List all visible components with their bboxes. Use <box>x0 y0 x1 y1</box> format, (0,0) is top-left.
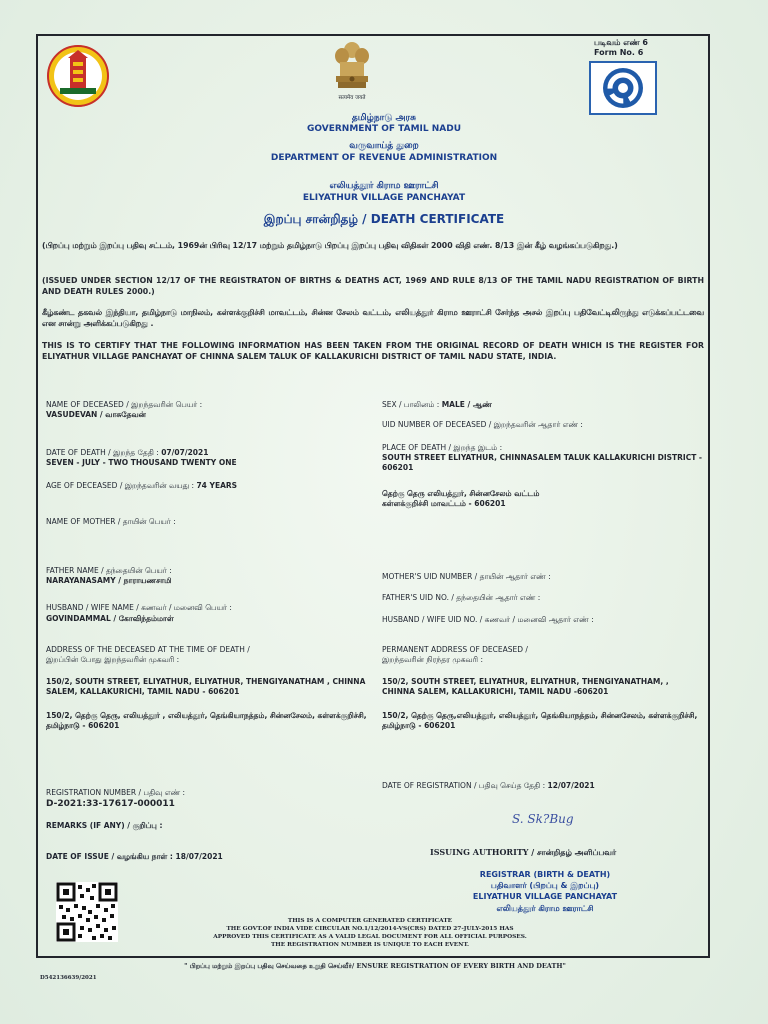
tamil-section-text: (பிறப்பு மற்றும் இறப்பு பதிவு சட்டம், 1969ன் பிரிவு 12/17 மற்றும் தமிழ்நாடு பிறப்பு இறப்பு பதிவு விதிகள் 2000 விதி எண். 8/13 இன் கீழ் வழங்கப்படுகிறது.) <box>42 241 618 250</box>
issuing-authority-label: ISSUING AUTHORITY / சான்றிதழ் அளிப்பவர் <box>430 847 617 857</box>
place-of-death-label: PLACE OF DEATH / இறந்த இடம் : <box>382 443 503 452</box>
registrar-title-4: எலியத்தூர் கிராம ஊராட்சி <box>496 904 594 913</box>
remarks-label: REMARKS (IF ANY) / குறிப்பு : <box>46 821 163 830</box>
registrar-signature: S. Sk?Bug <box>512 812 574 826</box>
qr-code-icon <box>56 882 118 942</box>
certificate-border <box>36 34 710 958</box>
address-label: ADDRESS OF THE DECEASED AT THE TIME OF DEATH / <box>46 645 250 654</box>
place-of-death-english: SOUTH STREET ELIYATHUR, CHINNASALEM TALUK KALLAKURICHI DISTRICT - 606201 <box>382 453 703 472</box>
panchayat-title: ELIYATHUR VILLAGE PANCHAYAT <box>302 193 466 203</box>
certificate-title: இறப்பு சான்றிதழ் / DEATH CERTIFICATE <box>263 212 505 226</box>
address-label-tamil: இறப்பின் போது இறந்தவரின் முகவரி : <box>46 655 180 664</box>
government-title: GOVERNMENT OF TAMIL NADU <box>306 124 462 134</box>
spouse-name-label: HUSBAND / WIFE NAME / கணவர் / மனைவி பெயர் : <box>46 603 232 612</box>
issue-date-row <box>46 852 366 862</box>
spouse-name-value: GOVINDAMMAL / கோவிந்தம்மாள் <box>46 614 174 623</box>
father-uid-label: FATHER'S UID NO. / தந்தையின் ஆதார் எண் : <box>382 593 541 602</box>
deceased-name-value: VASUDEVAN / வாசுதேவன் <box>46 410 146 419</box>
registration-date-row <box>382 781 702 791</box>
address-english: 150/2, SOUTH STREET, ELIYATHUR, ELIYATHUR, THENGIYANATHAM , CHINNA SALEM, KALLAKURICHI, TAMIL NADU - 606201 <box>46 677 366 696</box>
registrar-title-3: ELIYATHUR VILLAGE PANCHAYAT <box>472 892 618 901</box>
date-of-death-words: SEVEN - JULY - TWO THOUSAND TWENTY ONE <box>46 458 237 467</box>
place-of-death-tamil: தெற்கு தெரு எலியத்தூர், சின்னசேலம் வட்டம் கள்ளக்குறிச்சி மாவட்டம் - 606201 <box>382 489 540 508</box>
registrar-title-2: பதிவாளர் (பிறப்பு & இறப்பு) <box>490 881 600 890</box>
footer-line-3: APPROVED THIS CERTIFICATE AS A VALID LEGAL DOCUMENT FOR ALL OFFICIAL PURPOSES. <box>213 934 527 940</box>
permanent-address-english: 150/2, SOUTH STREET, ELIYATHUR, ELIYATHUR, THENGIYANATHAM, , CHINNA SALEM, KALLAKURICHI, TAMIL NADU -606201 <box>382 677 669 696</box>
deceased-name-label: NAME OF DECEASED / இறந்தவரின் பெயர் : <box>46 400 203 409</box>
father-name-value: NARAYANASAMY / நாராயணசாமி <box>46 576 172 585</box>
crs-logo-icon <box>588 60 658 116</box>
panchayat-title-tamil: எலியத்தூர் கிராம ஊராட்சி <box>329 181 439 191</box>
footer-line-2: THE GOVT.OF INDIA VIDE CIRCULAR NO.1/12/2014-VS(CRS) DATED 27-JULY-2015 HAS <box>226 926 514 932</box>
registration-date-value: 12/07/2021 <box>547 781 595 790</box>
registration-number-value: D-2021:33-17617-000011 <box>46 799 175 809</box>
date-of-death-value: 07/07/2021 <box>161 448 209 457</box>
permanent-address-label-tamil: இறந்தவரின் நிரந்தர முகவரி : <box>382 655 483 664</box>
age-row <box>46 481 366 491</box>
registration-date-label: DATE OF REGISTRATION / பதிவு செய்த தேதி : <box>382 781 546 790</box>
deceased-uid-label: UID NUMBER OF DECEASED / இறந்தவரின் ஆதார் எண் : <box>382 420 583 429</box>
issue-date-label: DATE OF ISSUE / வழங்கிய நாள் : <box>46 852 173 861</box>
sex-row <box>382 400 702 410</box>
registration-number-label: REGISTRATION NUMBER / பதிவு எண் : <box>46 788 186 797</box>
footer-line-4: THE REGISTRATION NUMBER IS UNIQUE TO EACH EVENT. <box>270 942 470 948</box>
address-tamil: 150/2, தெற்கு தெரு, எலியத்தூர் , எலியத்தூர், தெங்கியாநத்தம், சின்னசேலம், கள்ளக்குறிச்சி, தமிழ்நாடு - 606201 <box>46 711 367 730</box>
issue-date-value: 18/07/2021 <box>175 852 223 861</box>
document-code: D542136639/2021 <box>40 975 97 981</box>
english-section-text: (ISSUED UNDER SECTION 12/17 OF THE REGISTRATON OF BIRTHS & DEATHS ACT, 1969 AND RULE 8/13 OF THE TAMIL NADU REGISTRATION OF BIRTH AND DEATH RULES 2000.) <box>42 276 704 296</box>
sex-value: MALE / ஆண் <box>441 400 492 409</box>
spouse-uid-label: HUSBAND / WIFE UID NO. / கணவர் / மனைவி ஆதார் எண் : <box>382 615 594 624</box>
registration-slogan: " பிறப்பு மற்றும் இறப்பு பதிவு செய்வதை உறுதி செய்வீர்/ ENSURE REGISTRATION OF EVERY BIRTH AND DEATH" <box>184 962 566 970</box>
mother-name-label: NAME OF MOTHER / தாயின் பெயர் : <box>46 517 176 526</box>
form-number-tamil: படிவம் எண் 6 <box>594 38 648 47</box>
age-value: 74 YEARS <box>196 481 238 490</box>
registrar-title-1: REGISTRAR (BIRTH & DEATH) <box>479 870 611 879</box>
department-title-tamil: வருவாய்த் துறை <box>349 141 419 151</box>
permanent-address-tamil: 150/2, தெற்கு தெரு,எலியத்தூர், எலியத்தூர், தெங்கியாநத்தம், சின்னசேலம், கள்ளக்குறிச்சி, தமிழ்நாடு - 606201 <box>382 711 698 730</box>
date-of-death-label-text: DATE OF DEATH / இறந்த தேதி : <box>46 448 159 457</box>
father-name-label: FATHER NAME / தந்தையின் பெயர் : <box>46 566 172 575</box>
department-title: DEPARTMENT OF REVENUE ADMINISTRATION <box>270 153 498 163</box>
form-number: Form No. 6 <box>594 48 644 57</box>
tamil-certify-text: கீழ்கண்ட தகவல் இந்தியா, தமிழ்நாடு மாநிலம், கள்ளக்குறிச்சி மாவட்டம், சின்ன சேலம் வட்டம், எலியத்தூர் கிராம ஊராட்சி சேர்ந்த அசல் இறப்பு பதிவேட்டிலிருந்து எடுக்கப்பட்டவை என சான்று அளிக்கப்படுகிறது . <box>42 308 704 328</box>
government-title-tamil: தமிழ்நாடு அரசு <box>351 113 417 123</box>
sex-label: SEX / பாலினம் : <box>382 400 440 409</box>
emblem-motto: सत्यमेव जयते <box>338 95 366 101</box>
tamil-nadu-emblem-icon <box>44 44 112 108</box>
age-label: AGE OF DECEASED / இறந்தவரின் வயது : <box>46 481 195 490</box>
permanent-address-label: PERMANENT ADDRESS OF DECEASED / <box>382 645 528 654</box>
footer-line-1: THIS IS A COMPUTER GENERATED CERTIFICATE <box>287 918 453 924</box>
english-certify-text: THIS IS TO CERTIFY THAT THE FOLLOWING INFORMATION HAS BEEN TAKEN FROM THE ORIGINAL RECORD OF DEATH WHICH IS THE REGISTER FOR ELIYATHUR VILLAGE PANCHAYAT OF CHINNA SALEM TALUK OF KALLAKURICHI DISTRICT OF TAMIL NADU STATE, INDIA. <box>42 341 704 361</box>
date-of-death-label <box>46 448 366 458</box>
ashoka-emblem-icon <box>330 40 374 102</box>
mother-uid-label: MOTHER'S UID NUMBER / தாயின் ஆதார் எண் : <box>382 572 551 581</box>
